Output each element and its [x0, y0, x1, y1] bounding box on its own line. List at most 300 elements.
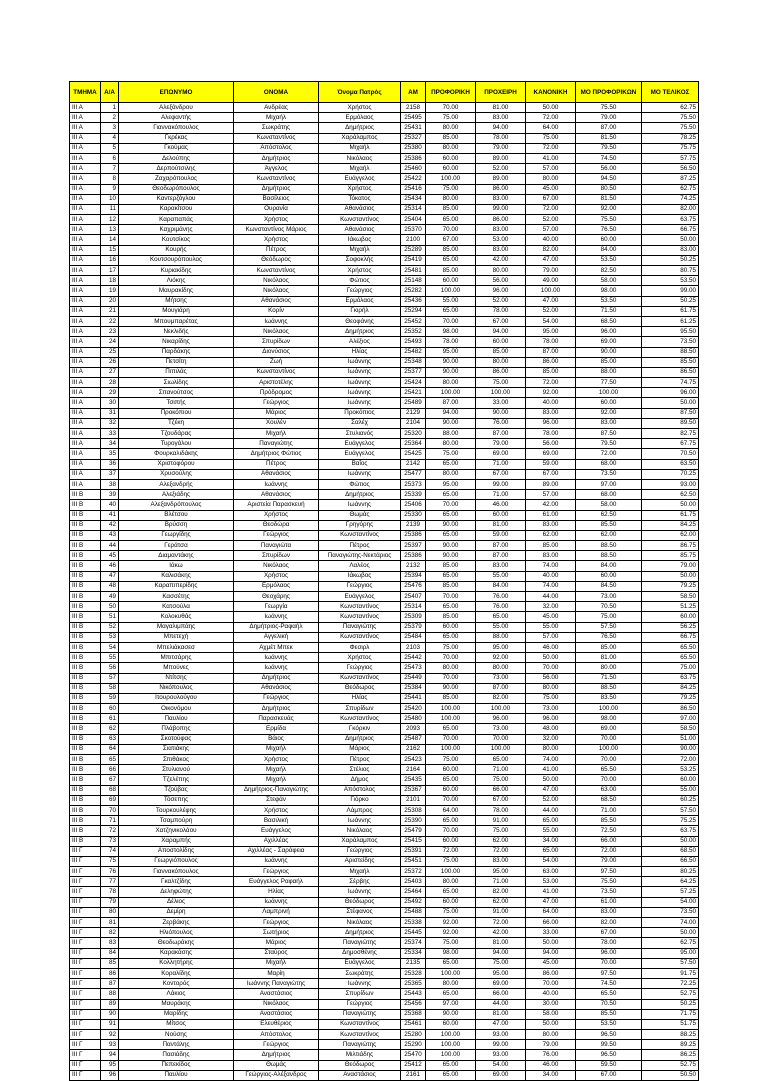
cell-reg-number: 25365: [401, 979, 426, 989]
cell-oral-avg: 96.00: [576, 327, 642, 337]
cell-index: 35: [101, 449, 119, 459]
table-row: [70, 846, 699, 856]
cell-final-avg: 89.50: [642, 418, 699, 428]
cell-quiz: 80.00: [476, 357, 526, 367]
cell-index: 38: [101, 479, 119, 489]
cell-class: ΙΙΙ Β: [70, 561, 101, 571]
cell-regular: 82.00: [526, 245, 576, 255]
cell-surname: Σπανούτσος: [119, 388, 234, 398]
table-row: [70, 602, 699, 612]
cell-quiz: 69.00: [476, 979, 526, 989]
cell-quiz: 81.00: [476, 520, 526, 530]
table-row: [70, 816, 699, 826]
cell-class: ΙΙΙ Γ: [70, 1009, 101, 1019]
cell-index: 20: [101, 296, 119, 306]
cell-index: 32: [101, 418, 119, 428]
cell-surname: Μαυρακίδης: [119, 286, 234, 296]
cell-index: 8: [101, 174, 119, 184]
cell-class: ΙΙΙ Β: [70, 826, 101, 836]
cell-oral-avg: 68.50: [576, 795, 642, 805]
cell-index: 33: [101, 429, 119, 439]
header-father-name: Όνομα Πατρός: [319, 82, 401, 103]
cell-reg-number: 25421: [401, 388, 426, 398]
cell-quiz: 90.00: [476, 408, 526, 418]
cell-class: ΙΙΙ Γ: [70, 856, 101, 866]
cell-oral-avg: 60.00: [576, 571, 642, 581]
cell-reg-number: 25423: [401, 755, 426, 765]
table-row: [70, 164, 699, 174]
cell-class: ΙΙΙ Α: [70, 388, 101, 398]
cell-surname: Πλάβοπης: [119, 724, 234, 734]
cell-quiz: 83.00: [476, 225, 526, 235]
cell-quiz: 95.00: [476, 968, 526, 978]
cell-final-avg: 72.25: [642, 979, 699, 989]
cell-index: 34: [101, 439, 119, 449]
cell-surname: Τόσεπης: [119, 795, 234, 805]
table-row: [70, 408, 699, 418]
cell-final-avg: 99.00: [642, 286, 699, 296]
cell-quiz: 75.00: [476, 958, 526, 968]
cell-first-name: Θωμάς: [234, 1060, 319, 1070]
cell-index: 61: [101, 714, 119, 724]
cell-quiz: 85.00: [476, 347, 526, 357]
table-row: [70, 775, 699, 785]
cell-final-avg: 50.50: [642, 1070, 699, 1080]
cell-index: 74: [101, 846, 119, 856]
cell-oral-avg: 83.00: [576, 418, 642, 428]
cell-first-name: Σπυρίδων: [234, 337, 319, 347]
cell-class: ΙΙΙ Β: [70, 622, 101, 632]
cell-class: ΙΙΙ Β: [70, 805, 101, 815]
cell-index: 48: [101, 581, 119, 591]
cell-index: 75: [101, 856, 119, 866]
cell-oral: 90.00: [426, 683, 476, 693]
cell-oral: 100.00: [426, 867, 476, 877]
cell-index: 41: [101, 510, 119, 520]
cell-oral: 75.00: [426, 113, 476, 123]
cell-father-name: Δημήτριος: [319, 490, 401, 500]
cell-index: 66: [101, 765, 119, 775]
cell-first-name: Ιωάννης: [234, 612, 319, 622]
cell-first-name: Διονύσιος: [234, 347, 319, 357]
cell-reg-number: 25384: [401, 683, 426, 693]
cell-regular: 54.00: [526, 856, 576, 866]
cell-father-name: Πέτρος: [319, 755, 401, 765]
cell-surname: Αλεξανδρόπουλος: [119, 500, 234, 510]
cell-father-name: Γρηγόρης: [319, 520, 401, 530]
cell-class: ΙΙΙ Γ: [70, 877, 101, 887]
cell-quiz: 83.00: [476, 561, 526, 571]
cell-final-avg: 62.00: [642, 530, 699, 540]
cell-first-name: Μάριος: [234, 408, 319, 418]
cell-regular: 78.00: [526, 429, 576, 439]
cell-oral: 65.00: [426, 989, 476, 999]
cell-regular: 64.00: [526, 123, 576, 133]
cell-surname: Κατσούλα: [119, 602, 234, 612]
cell-regular: 52.00: [526, 306, 576, 316]
table-row: [70, 500, 699, 510]
table-row: [70, 877, 699, 887]
cell-first-name: Ελευθέριος: [234, 1019, 319, 1029]
cell-regular: 76.00: [526, 1050, 576, 1060]
table-row: [70, 388, 699, 398]
cell-regular: 57.00: [526, 225, 576, 235]
cell-surname: Μπελιάκασεσ: [119, 642, 234, 652]
cell-oral: 65.00: [426, 1060, 476, 1070]
cell-regular: 48.00: [526, 724, 576, 734]
cell-first-name: Αθανάσιος: [234, 683, 319, 693]
cell-index: 1: [101, 103, 119, 113]
cell-surname: Τζούβας: [119, 785, 234, 795]
cell-father-name: Δημήτριος: [319, 734, 401, 744]
cell-oral-avg: 73.00: [576, 592, 642, 602]
cell-first-name: Παναγιώτα: [234, 541, 319, 551]
cell-oral: 78.00: [426, 337, 476, 347]
cell-final-avg: 50.00: [642, 836, 699, 846]
cell-father-name: Μιχαήλ: [319, 164, 401, 174]
cell-first-name: Σπυρίδων: [234, 551, 319, 561]
cell-class: ΙΙΙ Γ: [70, 907, 101, 917]
cell-father-name: Στυλιανός: [319, 429, 401, 439]
cell-class: ΙΙΙ Α: [70, 143, 101, 153]
cell-index: 18: [101, 276, 119, 286]
cell-class: ΙΙΙ Β: [70, 663, 101, 673]
cell-oral-avg: 58.00: [576, 500, 642, 510]
cell-quiz: 53.00: [476, 235, 526, 245]
cell-regular: 50.00: [526, 938, 576, 948]
cell-first-name: Παρασκευάς: [234, 714, 319, 724]
cell-final-avg: 75.50: [642, 113, 699, 123]
cell-index: 65: [101, 755, 119, 765]
cell-father-name: Παναγιώτης: [319, 1009, 401, 1019]
cell-final-avg: 54.00: [642, 897, 699, 907]
cell-reg-number: 25148: [401, 276, 426, 286]
cell-first-name: Πρόδρομος: [234, 388, 319, 398]
cell-final-avg: 95.50: [642, 327, 699, 337]
cell-father-name: Δημήτριος: [319, 327, 401, 337]
cell-index: 36: [101, 459, 119, 469]
cell-class: ΙΙΙ Α: [70, 123, 101, 133]
cell-surname: Χατζηνικολάου: [119, 826, 234, 836]
cell-index: 25: [101, 347, 119, 357]
cell-regular: 50.00: [526, 775, 576, 785]
cell-oral-avg: 74.50: [576, 153, 642, 163]
cell-reg-number: 25289: [401, 245, 426, 255]
cell-father-name: Παναγιώτης-Νεκτάριος: [319, 551, 401, 561]
table-row: [70, 663, 699, 673]
cell-father-name: Γεώργιος: [319, 663, 401, 673]
cell-quiz: 93.00: [476, 1050, 526, 1060]
cell-father-name: Στέλιος: [319, 765, 401, 775]
cell-index: 67: [101, 775, 119, 785]
cell-oral-avg: 84.50: [576, 581, 642, 591]
cell-oral-avg: 63.00: [576, 785, 642, 795]
cell-reg-number: 25314: [401, 204, 426, 214]
cell-father-name: Μιλτιάδης: [319, 1050, 401, 1060]
cell-final-avg: 96.00: [642, 388, 699, 398]
cell-quiz: 60.00: [476, 510, 526, 520]
cell-first-name: Κωνσταντίνος: [234, 266, 319, 276]
table-row: [70, 367, 699, 377]
cell-first-name: Δημήτριος-Παναγιώτης: [234, 785, 319, 795]
cell-oral: 95.00: [426, 347, 476, 357]
cell-father-name: Λαλέος: [319, 561, 401, 571]
cell-first-name: Βάιος: [234, 734, 319, 744]
cell-final-avg: 50.00: [642, 928, 699, 938]
cell-oral: 85.00: [426, 266, 476, 276]
cell-first-name: Θεοχάρης: [234, 592, 319, 602]
cell-final-avg: 80.25: [642, 867, 699, 877]
cell-quiz: 86.00: [476, 184, 526, 194]
table-row: [70, 153, 699, 163]
cell-final-avg: 73.50: [642, 907, 699, 917]
cell-first-name: Χρήστος: [234, 571, 319, 581]
cell-surname: Τσιπής: [119, 398, 234, 408]
cell-father-name: Χρήστος: [319, 266, 401, 276]
cell-final-avg: 63.75: [642, 215, 699, 225]
cell-final-avg: 97.00: [642, 714, 699, 724]
cell-final-avg: 57.50: [642, 805, 699, 815]
cell-surname: Καντερζόγλου: [119, 194, 234, 204]
cell-oral-avg: 97.50: [576, 968, 642, 978]
cell-first-name: Ουρανία: [234, 204, 319, 214]
cell-reg-number: 2164: [401, 765, 426, 775]
table-row: [70, 755, 699, 765]
cell-surname: Καρακάσης: [119, 948, 234, 958]
cell-reg-number: 25476: [401, 581, 426, 591]
cell-oral: 85.00: [426, 133, 476, 143]
cell-oral-avg: 75.50: [576, 877, 642, 887]
cell-father-name: Βαΐος: [319, 459, 401, 469]
cell-surname: Κυριακίδης: [119, 266, 234, 276]
cell-oral: 98.00: [426, 327, 476, 337]
cell-father-name: Ιωάννης: [319, 469, 401, 479]
cell-regular: 55.00: [526, 826, 576, 836]
cell-oral: 80.00: [426, 877, 476, 887]
cell-class: ΙΙΙ Β: [70, 765, 101, 775]
cell-class: ΙΙΙ Α: [70, 255, 101, 265]
table-row: [70, 398, 699, 408]
cell-class: ΙΙΙ Α: [70, 235, 101, 245]
cell-father-name: Ευάγγελος: [319, 174, 401, 184]
cell-surname: Τσαμπούρη: [119, 816, 234, 826]
cell-class: ΙΙΙ Α: [70, 215, 101, 225]
cell-first-name: Βασίλειος: [234, 194, 319, 204]
cell-class: ΙΙΙ Β: [70, 673, 101, 683]
cell-index: 24: [101, 337, 119, 347]
cell-oral: 80.00: [426, 123, 476, 133]
cell-surname: Καραπιπερίδης: [119, 581, 234, 591]
cell-quiz: 96.00: [476, 714, 526, 724]
cell-index: 96: [101, 1070, 119, 1080]
cell-final-avg: 67.75: [642, 439, 699, 449]
cell-regular: 89.00: [526, 479, 576, 489]
table-row: [70, 1060, 699, 1070]
cell-surname: Δερπούτσιλης: [119, 164, 234, 174]
cell-first-name: Μιχαήλ: [234, 744, 319, 754]
cell-father-name: Γκιρήλ: [319, 306, 401, 316]
cell-father-name: Παναγιώτης: [319, 1040, 401, 1050]
cell-index: 12: [101, 215, 119, 225]
table-row: [70, 255, 699, 265]
cell-final-avg: 89.25: [642, 1040, 699, 1050]
cell-quiz: 94.00: [476, 123, 526, 133]
cell-final-avg: 73.50: [642, 337, 699, 347]
cell-surname: Σιωλίδης: [119, 378, 234, 388]
cell-surname: Κουτσίκος: [119, 235, 234, 245]
cell-regular: 55.00: [526, 622, 576, 632]
cell-regular: 41.00: [526, 765, 576, 775]
cell-quiz: 79.00: [476, 143, 526, 153]
cell-oral: 100.00: [426, 714, 476, 724]
cell-oral: 60.00: [426, 276, 476, 286]
cell-reg-number: 2132: [401, 561, 426, 571]
cell-oral: 92.00: [426, 918, 476, 928]
header-regular: ΚΑΝΟΝΙΚΗ: [526, 82, 576, 103]
cell-father-name: Χαράλαμπος: [319, 133, 401, 143]
table-row: [70, 245, 699, 255]
cell-oral-avg: 72.00: [576, 846, 642, 856]
cell-regular: 80.00: [526, 744, 576, 754]
cell-index: 16: [101, 255, 119, 265]
cell-final-avg: 82.75: [642, 429, 699, 439]
cell-oral: 65.00: [426, 1070, 476, 1080]
cell-quiz: 93.00: [476, 1030, 526, 1040]
cell-quiz: 65.00: [476, 612, 526, 622]
cell-final-avg: 84.25: [642, 683, 699, 693]
cell-oral: 75.00: [426, 642, 476, 652]
cell-quiz: 92.00: [476, 653, 526, 663]
cell-oral: 100.00: [426, 286, 476, 296]
cell-reg-number: 25480: [401, 714, 426, 724]
cell-surname: Καχριμάνης: [119, 225, 234, 235]
cell-index: 28: [101, 378, 119, 388]
cell-index: 55: [101, 653, 119, 663]
cell-first-name: Δημήτριος-Ραφαήλ: [234, 622, 319, 632]
cell-quiz: 54.00: [476, 1060, 526, 1070]
table-row: [70, 286, 699, 296]
cell-father-name: Ιάκωβος: [319, 235, 401, 245]
cell-reg-number: 25442: [401, 653, 426, 663]
cell-final-avg: 60.25: [642, 795, 699, 805]
cell-regular: 74.00: [526, 581, 576, 591]
cell-surname: Πετσίτη: [119, 357, 234, 367]
cell-father-name: Ευάγγελος: [319, 449, 401, 459]
cell-reg-number: 25379: [401, 622, 426, 632]
cell-surname: Σπιθάκος: [119, 755, 234, 765]
cell-final-avg: 57.50: [642, 958, 699, 968]
cell-index: 44: [101, 541, 119, 551]
cell-first-name: Μιχαήλ: [234, 958, 319, 968]
header-oral: ΠΡΟΦΟΡΙΚΗ: [426, 82, 476, 103]
cell-surname: Γκρέκας: [119, 133, 234, 143]
cell-quiz: 65.00: [476, 755, 526, 765]
cell-reg-number: 25377: [401, 367, 426, 377]
cell-first-name: Σωκράτης: [234, 123, 319, 133]
cell-quiz: 67.00: [476, 469, 526, 479]
cell-oral: 85.00: [426, 561, 476, 571]
cell-reg-number: 2103: [401, 642, 426, 652]
cell-surname: Βλέτσου: [119, 510, 234, 520]
cell-final-avg: 63.75: [642, 673, 699, 683]
cell-regular: 74.00: [526, 561, 576, 571]
cell-oral-avg: 88.50: [576, 683, 642, 693]
cell-oral-avg: 70.00: [576, 734, 642, 744]
cell-class: ΙΙΙ Γ: [70, 1060, 101, 1070]
cell-first-name: Αγγελική: [234, 632, 319, 642]
cell-surname: Μίτσος: [119, 1019, 234, 1029]
cell-regular: 86.00: [526, 357, 576, 367]
cell-father-name: Μιχαήλ: [319, 245, 401, 255]
cell-oral: 90.00: [426, 551, 476, 561]
cell-index: 3: [101, 123, 119, 133]
table-row: [70, 632, 699, 642]
cell-regular: 41.00: [526, 153, 576, 163]
cell-surname: Ιάκω: [119, 561, 234, 571]
cell-reg-number: 2158: [401, 103, 426, 113]
cell-index: 91: [101, 1019, 119, 1029]
cell-class: ΙΙΙ Α: [70, 276, 101, 286]
cell-class: ΙΙΙ Α: [70, 184, 101, 194]
cell-oral: 70.00: [426, 316, 476, 326]
cell-quiz: 52.00: [476, 296, 526, 306]
cell-father-name: Ιάκωβος: [319, 571, 401, 581]
cell-reg-number: 25493: [401, 337, 426, 347]
cell-oral: 60.00: [426, 785, 476, 795]
table-row: [70, 459, 699, 469]
cell-final-avg: 86.25: [642, 1050, 699, 1060]
cell-regular: 41.00: [526, 887, 576, 897]
table-row: [70, 174, 699, 184]
cell-surname: Αλεξιάδης: [119, 490, 234, 500]
cell-father-name: Παναγιώτης: [319, 622, 401, 632]
table-row: [70, 897, 699, 907]
cell-father-name: Απόστολος: [319, 785, 401, 795]
cell-final-avg: 52.75: [642, 989, 699, 999]
cell-reg-number: 25415: [401, 836, 426, 846]
table-row: [70, 795, 699, 805]
cell-quiz: 46.00: [476, 500, 526, 510]
cell-father-name: Ιωάννης: [319, 887, 401, 897]
cell-class: ΙΙΙ Α: [70, 113, 101, 123]
cell-reg-number: 25397: [401, 541, 426, 551]
cell-quiz: 84.00: [476, 581, 526, 591]
cell-regular: 94.00: [526, 948, 576, 958]
cell-father-name: Δημήτριος: [319, 123, 401, 133]
cell-reg-number: 2129: [401, 408, 426, 418]
cell-surname: Γεωργίδης: [119, 530, 234, 540]
cell-father-name: Θεοφάνης: [319, 316, 401, 326]
cell-regular: 30.00: [526, 999, 576, 1009]
cell-regular: 67.00: [526, 469, 576, 479]
table-row: [70, 836, 699, 846]
cell-quiz: 100.00: [476, 388, 526, 398]
cell-oral-avg: 72.50: [576, 826, 642, 836]
cell-class: ΙΙΙ Α: [70, 459, 101, 469]
header-final-avg: ΜΟ ΤΕΛΙΚΟΣ: [642, 82, 699, 103]
cell-index: 92: [101, 1030, 119, 1040]
cell-class: ΙΙΙ Α: [70, 164, 101, 174]
cell-class: ΙΙΙ Α: [70, 449, 101, 459]
cell-oral: 67.00: [426, 235, 476, 245]
cell-regular: 40.00: [526, 989, 576, 999]
cell-oral-avg: 79.50: [576, 143, 642, 153]
cell-index: 39: [101, 490, 119, 500]
cell-quiz: 87.00: [476, 551, 526, 561]
cell-final-avg: 71.75: [642, 1009, 699, 1019]
cell-regular: 32.00: [526, 602, 576, 612]
cell-first-name: Αριστοτέλης: [234, 378, 319, 388]
